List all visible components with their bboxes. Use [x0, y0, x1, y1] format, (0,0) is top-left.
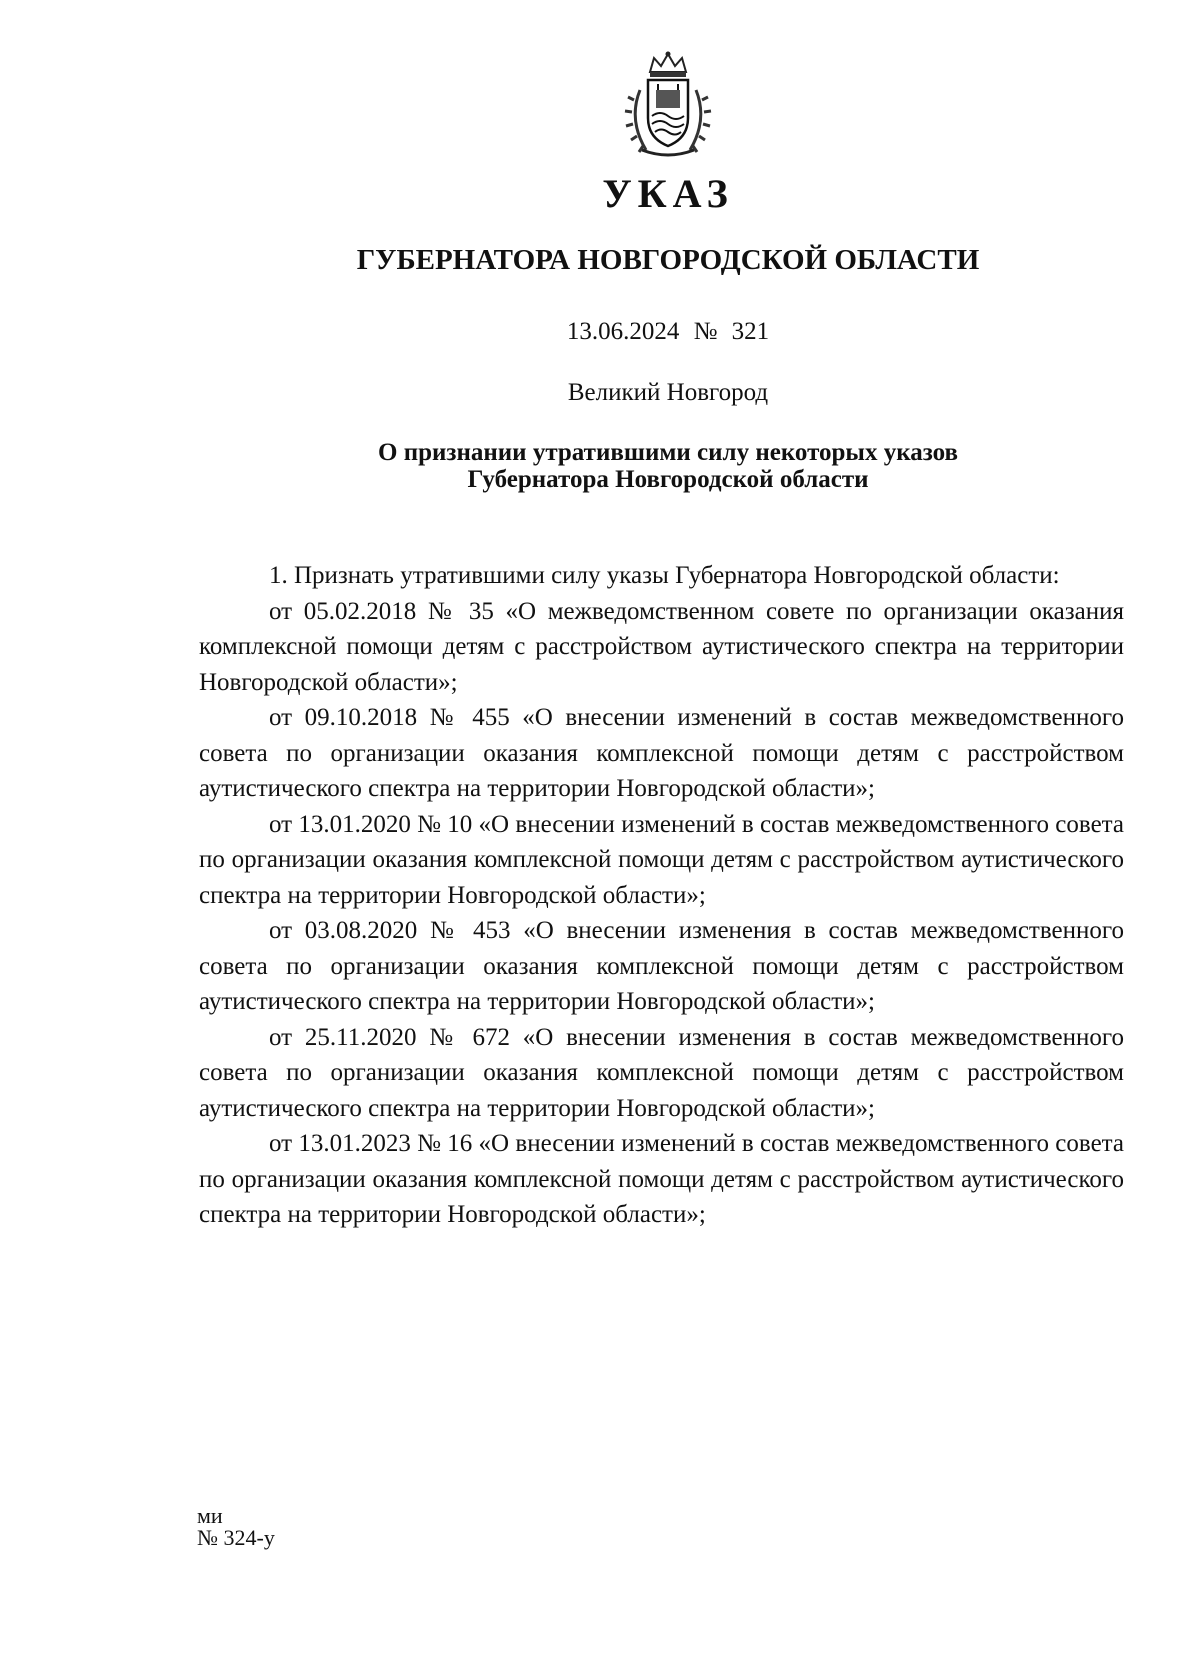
body-paragraph-6: от 25.11.2020 № 672 «О внесении изменения в состав межведомственного совета по организации оказания комплексной помощи детям с расстройством аутистического спектра на территории Новгородской области»;	[199, 1023, 1124, 1122]
decree-body	[199, 558, 1124, 1233]
city-name: Великий Новгород	[567, 379, 769, 406]
document-title: УКАЗ	[602, 171, 734, 216]
registration-number: № 324-у	[197, 1525, 275, 1550]
decree-heading	[0, 439, 1200, 493]
document-subtitle: ГУБЕРНАТОРА НОВГОРОДСКОЙ ОБЛАСТИ	[356, 244, 980, 276]
number-sign: №	[693, 318, 718, 345]
body-paragraph-3: от 09.10.2018 № 455 «О внесении изменений в состав межведомственного совета по организации оказания комплексной помощи детям с расстройством аутистического спектра на территории Новгородской области»;	[199, 704, 1124, 802]
body-paragraph-4: от 13.01.2020 № 10 «О внесении изменений в состав межведомственного совета по организации оказания комплексной помощи детям с расстройством аутистического спектра на территории Новгородской области»;	[199, 810, 1124, 909]
body-paragraph-2: от 05.02.2018 № 35 «О межведомственном совете по организации оказания комплексной помощи детям с расстройством аутистического спектра на территории Новгородской области»;	[199, 597, 1124, 696]
decree-heading-line-2: Губернатора Новгородской области	[467, 466, 869, 493]
decree-heading-line-1: О признании утратившими силу некоторых указов	[378, 439, 958, 466]
executor-initials: ми	[197, 1503, 223, 1528]
date-number-line	[0, 318, 1200, 346]
registration-footer	[197, 1505, 275, 1549]
decree-number: 321	[731, 318, 770, 345]
body-paragraph-7: от 13.01.2023 № 16 «О внесении изменений в состав межведомственного совета по организации оказания комплексной помощи детям с расстройством аутистического спектра на территории Новгородской области»;	[199, 1130, 1124, 1228]
novgorod-coat-of-arms-icon	[618, 50, 718, 160]
body-paragraph-5: от 03.08.2020 № 453 «О внесении изменения в состав межведомственного совета по организации оказания комплексной помощи детям с расстройством аутистического спектра на территории Новгородской области»;	[199, 917, 1124, 1015]
body-paragraph-1: 1. Признать утратившими силу указы Губернатора Новгородской области:	[269, 562, 1060, 589]
decree-date: 13.06.2024	[566, 318, 680, 345]
